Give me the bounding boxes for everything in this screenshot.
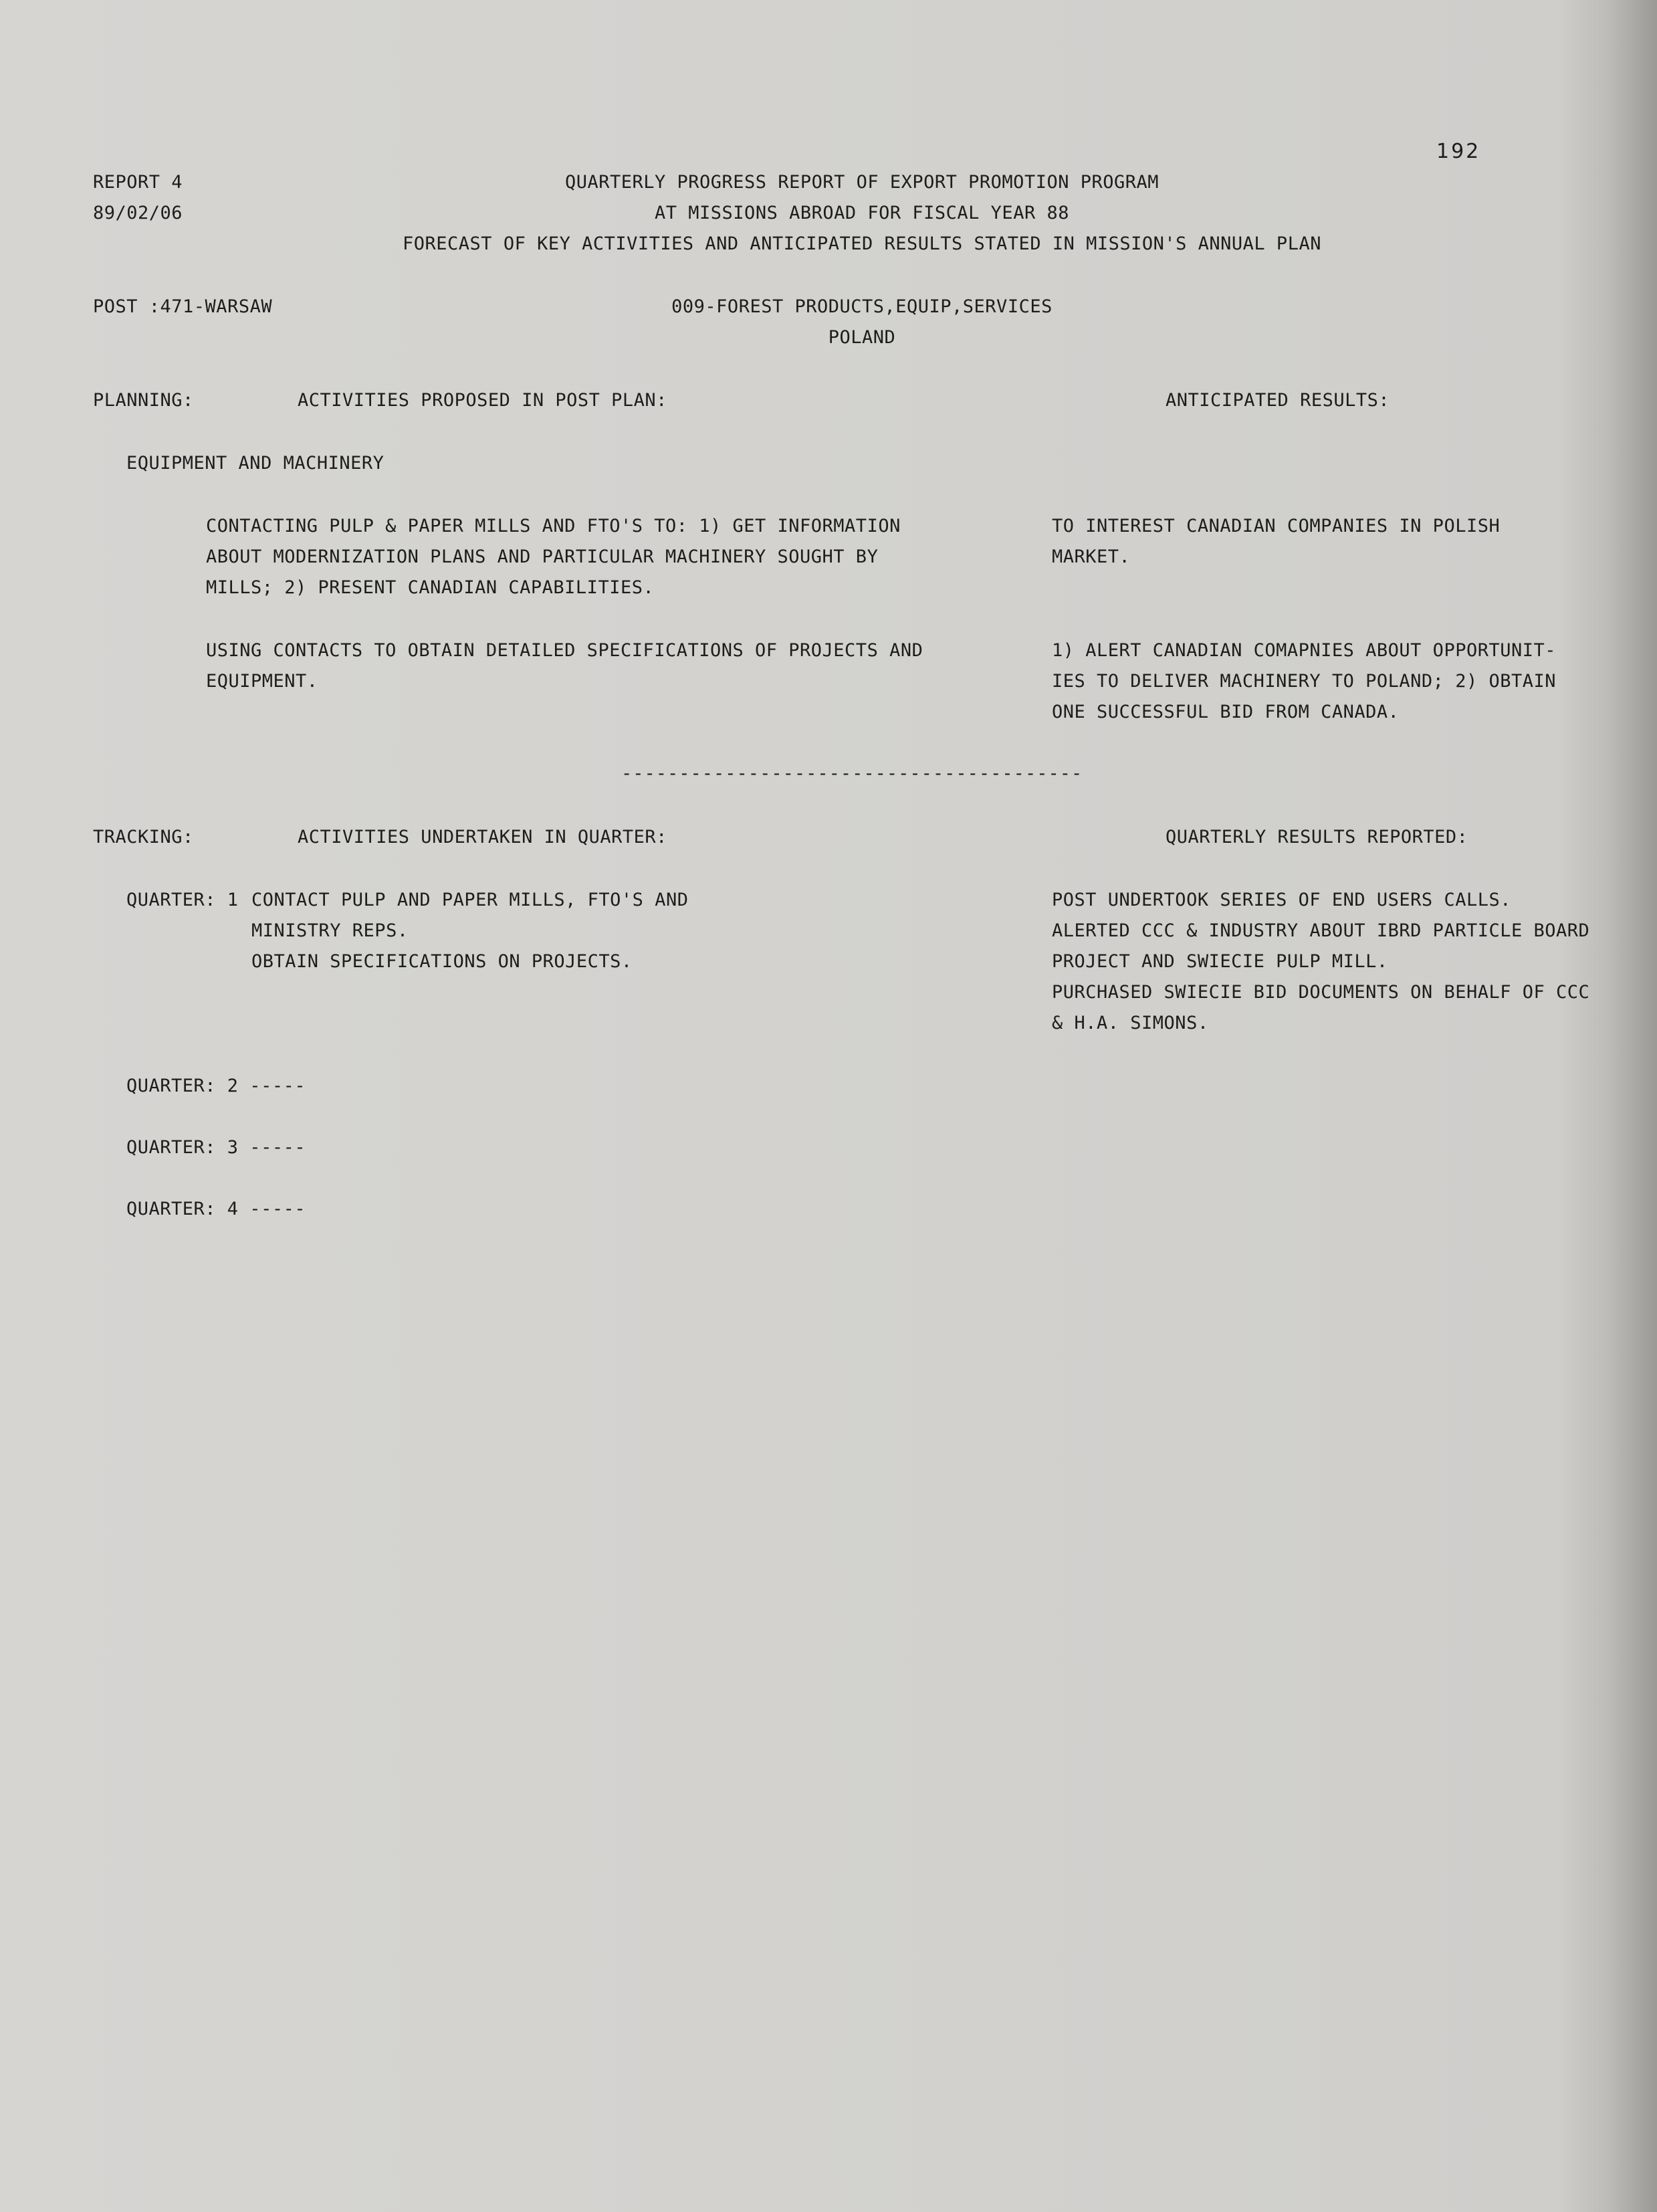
quarter-1-result-line3: PROJECT AND SWIECIE PULP MILL. (1052, 951, 1388, 972)
tracking-activities-heading: ACTIVITIES UNDERTAKEN IN QUARTER: (298, 827, 667, 847)
report-label: REPORT 4 (93, 172, 183, 193)
anticipated-result-2-line3: ONE SUCCESSFUL BID FROM CANADA. (1052, 702, 1400, 722)
country-label: POLAND (828, 327, 896, 348)
subsector-heading: EQUIPMENT AND MACHINERY (126, 453, 384, 474)
report-date: 89/02/06 (93, 203, 183, 223)
anticipated-result-1-line1: TO INTEREST CANADIAN COMPANIES IN POLISH (1052, 516, 1501, 536)
planned-activity-2-line2: EQUIPMENT. (206, 671, 318, 692)
planned-activity-2-line1: USING CONTACTS TO OBTAIN DETAILED SPECIFICATIONS OF PROJECTS AND (206, 640, 923, 661)
quarter-1-result-line4: PURCHASED SWIECIE BID DOCUMENTS ON BEHALF OF CCC (1052, 982, 1590, 1003)
section-divider: ---------------------------------------- (621, 763, 1083, 784)
quarter-1-activity-line3: OBTAIN SPECIFICATIONS ON PROJECTS. (251, 951, 633, 972)
sector-label: 009-FOREST PRODUCTS,EQUIP,SERVICES (671, 296, 1053, 317)
planned-activity-1-line2: ABOUT MODERNIZATION PLANS AND PARTICULAR MACHINERY SOUGHT BY (206, 546, 879, 567)
tracking-label: TRACKING: (93, 827, 194, 847)
quarter-1-result-line2: ALERTED CCC & INDUSTRY ABOUT IBRD PARTICLE BOARD (1052, 920, 1590, 941)
report-title-line1: QUARTERLY PROGRESS REPORT OF EXPORT PROMOTION PROGRAM (564, 172, 1159, 193)
quarter-4-row: QUARTER: 4 ----- (126, 1199, 306, 1219)
quarter-1-activity-line2: MINISTRY REPS. (251, 920, 409, 941)
anticipated-result-2-line1: 1) ALERT CANADIAN COMAPNIES ABOUT OPPORTUNIT- (1052, 640, 1556, 661)
quarter-2-row: QUARTER: 2 ----- (126, 1076, 306, 1096)
planned-activity-1-line1: CONTACTING PULP & PAPER MILLS AND FTO'S TO: 1) GET INFORMATION (206, 516, 901, 536)
tracking-results-heading: QUARTERLY RESULTS REPORTED: (1166, 827, 1468, 847)
quarter-3-row: QUARTER: 3 ----- (126, 1137, 306, 1158)
report-title-line3: FORECAST OF KEY ACTIVITIES AND ANTICIPATED RESULTS STATED IN MISSION'S ANNUAL PLAN (403, 233, 1321, 254)
quarter-1-activity-line1: CONTACT PULP AND PAPER MILLS, FTO'S AND (251, 890, 689, 910)
post-label: POST :471-WARSAW (93, 296, 273, 317)
quarter-1-result-line5: & H.A. SIMONS. (1052, 1013, 1209, 1033)
quarter-1-result-line1: POST UNDERTOOK SERIES OF END USERS CALLS. (1052, 890, 1511, 910)
planned-activity-1-line3: MILLS; 2) PRESENT CANADIAN CAPABILITIES. (206, 577, 655, 598)
anticipated-result-2-line2: IES TO DELIVER MACHINERY TO POLAND; 2) OBTAIN (1052, 671, 1556, 692)
page-number: 192 (1436, 140, 1481, 163)
planning-results-heading: ANTICIPATED RESULTS: (1166, 390, 1390, 411)
report-title-line2: AT MISSIONS ABROAD FOR FISCAL YEAR 88 (655, 203, 1069, 223)
planning-activities-heading: ACTIVITIES PROPOSED IN POST PLAN: (298, 390, 667, 411)
quarter-1-label: QUARTER: 1 (126, 890, 239, 910)
planning-label: PLANNING: (93, 390, 194, 411)
anticipated-result-1-line2: MARKET. (1052, 546, 1131, 567)
